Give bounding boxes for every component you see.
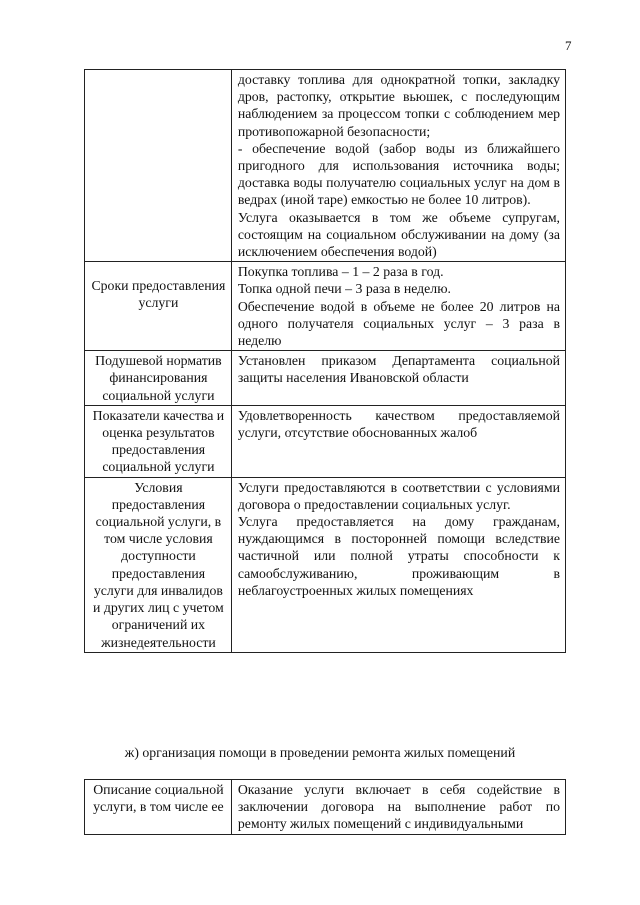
row-content [231, 405, 565, 477]
table-row [85, 262, 566, 351]
row-label: Сроки предоставления услуги [85, 262, 232, 351]
repair-assistance-table [84, 779, 566, 835]
row-content [231, 70, 565, 262]
row-label: Описание социальной услуги, в том числе ее [85, 780, 232, 835]
content-paragraph: Удовлетворенность качеством предоставляемой услуги, отсутствие обоснованных жалоб [237, 407, 560, 441]
content-paragraph: Обеспечение водой в объеме не более 20 литров на одного получателя социальных услуг – 3 раза в неделю [237, 298, 560, 349]
content-paragraph: - обеспечение водой (забор воды из ближайшего пригодного для использования источника воды; доставка воды получателю социальных услуг на дом в ведрах (иной таре) емкостью не более 10 литров). [237, 140, 560, 208]
row-content [231, 262, 565, 351]
content-paragraph: Услуга оказывается в том же объеме супругам, состоящим на социальном обслуживании на дому (за исключением обеспечения водой) [237, 209, 560, 260]
content-paragraph: Установлен приказом Департамента социальной защиты населения Ивановской области [237, 353, 560, 386]
section-heading: ж) организация помощи в проведении ремонта жилых помещений [124, 745, 516, 760]
table-row [85, 70, 566, 262]
row-content [231, 351, 565, 406]
page-number: 7 [565, 38, 572, 53]
row-content [231, 780, 565, 835]
table-row [85, 351, 566, 406]
row-label: Показатели качества и оценка результатов предоставления социальной услуги [85, 405, 232, 477]
content-paragraph: доставку топлива для однократной топки, закладку дров, растопку, открытие вьюшек, с последующим наблюдением за процессом топки с соблюдением мер противопожарной безопасности; [237, 72, 560, 139]
row-content [231, 477, 565, 652]
services-table [84, 69, 566, 653]
content-paragraph: Топка одной печи – 3 раза в неделю. [237, 281, 451, 297]
content-paragraph: Услуги предоставляются в соответствии с условиями договора о предоставлении социальных услуг. [237, 479, 560, 512]
table-row [85, 477, 566, 652]
row-label: Условия предоставления социальной услуги, в том числе условия доступности предоставления услуги для инвалидов и других лиц с учетом ограничений их жизнедеятельности [85, 477, 232, 652]
table-row [85, 780, 566, 835]
content-paragraph: Услуга предоставляется на дому гражданам, нуждающимся в посторонней помощи вследствие частичной или полной утраты способности к самообслуживанию, проживающим в неблагоустроенных жилых помещениях [237, 514, 560, 598]
row-label [85, 70, 232, 262]
content-paragraph: Покупка топлива – 1 – 2 раза в год. [237, 264, 444, 280]
table-row [85, 405, 566, 477]
content-paragraph: Оказание услуги включает в себя содействие в заключении договора на выполнение работ по ремонту жилых помещений с индивидуальными [237, 782, 560, 832]
row-label: Подушевой норматив финансирования социальной услуги [85, 351, 232, 406]
